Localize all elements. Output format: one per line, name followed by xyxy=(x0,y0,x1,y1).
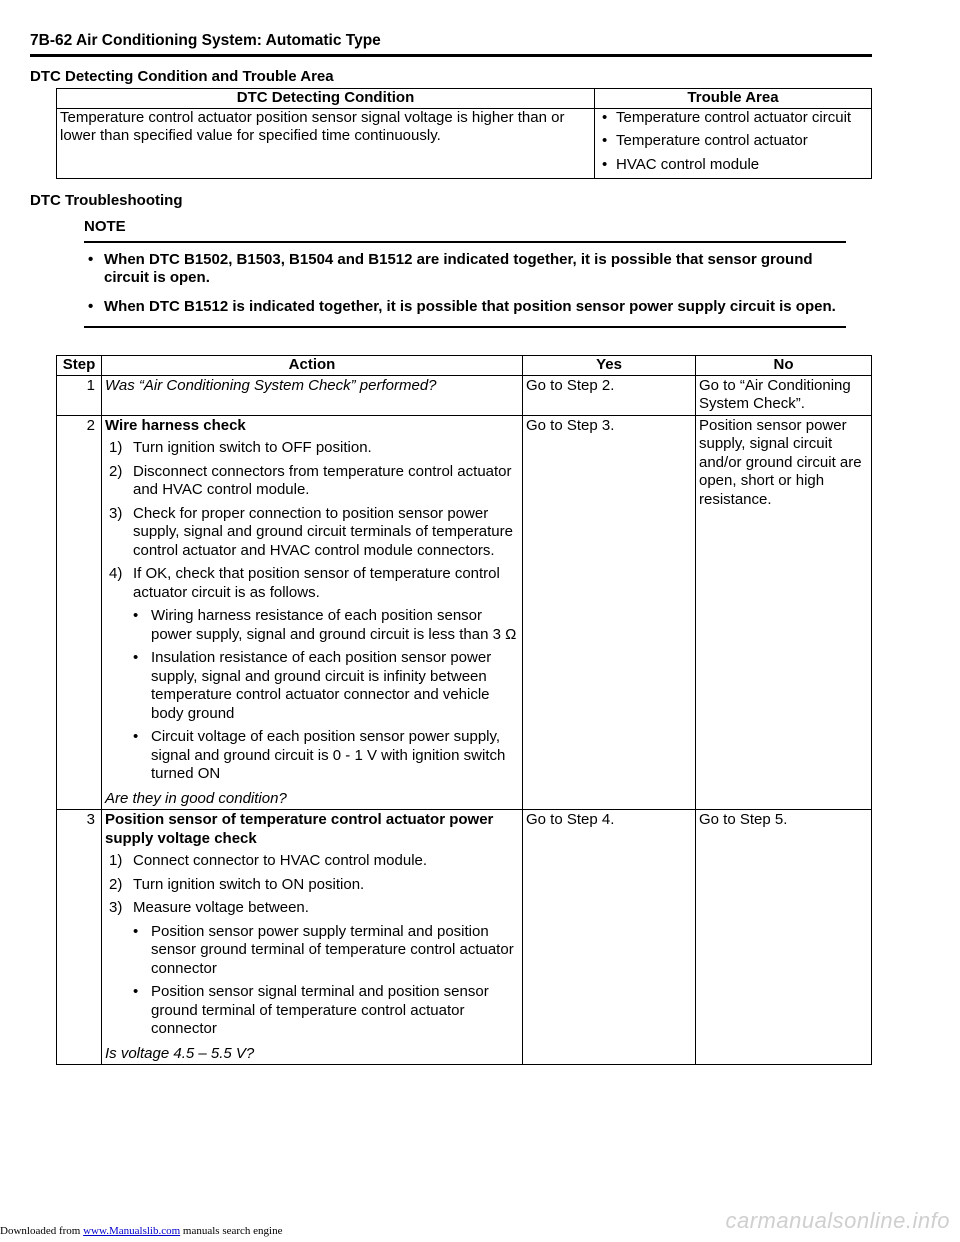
list-text: Turn ignition switch to ON position. xyxy=(133,875,365,893)
col-header-condition: DTC Detecting Condition xyxy=(57,89,595,109)
list-number: 3) xyxy=(109,504,123,522)
step-question: Is voltage 4.5 – 5.5 V? xyxy=(105,1044,255,1062)
list-item xyxy=(105,876,519,895)
sub-list-item: • Insulation resistance of each position sensor power supply, signal and ground circuit is infinity between temperature control actuator connector and vehicle body ground xyxy=(105,649,519,723)
list-item xyxy=(105,463,519,500)
note-item: • When DTC B1502, B1503, B1504 and B1512 are indicated together, it is possible that sensor ground circuit is open. xyxy=(84,251,846,288)
sub-list-item: • Position sensor power supply terminal and position sensor ground terminal of temperature control actuator connector xyxy=(105,923,519,979)
list-text: Check for proper connection to position sensor power supply, signal and ground circuit terminals of temperature control actuator and HVAC control module connectors. xyxy=(133,504,513,559)
step-question: Are they in good condition? xyxy=(105,789,287,807)
list-item xyxy=(105,505,519,561)
troubleshooting-table xyxy=(56,355,872,1065)
trouble-item: • Temperature control actuator circuit xyxy=(598,109,868,128)
step-action xyxy=(102,415,523,810)
step-yes: Go to Step 4. xyxy=(523,810,696,1065)
step-title: Position sensor of temperature control actuator power supply voltage check xyxy=(105,811,494,847)
note-item: • When DTC B1512 is indicated together, it is possible that position sensor power supply circuit is open. xyxy=(84,298,846,317)
page-header: 7B-62 Air Conditioning System: Automatic Type xyxy=(30,32,872,57)
list-text: Turn ignition switch to OFF position. xyxy=(133,439,372,456)
list-item xyxy=(105,565,519,602)
col-header-yes: Yes xyxy=(523,356,696,376)
trouble-area-cell xyxy=(595,108,872,179)
watermark: carmanualsonline.info xyxy=(725,1208,950,1233)
list-number: 2) xyxy=(109,462,123,480)
step-number: 2 xyxy=(57,415,102,810)
sub-list-item: • Circuit voltage of each position sensor power supply, signal and ground circuit is 0 - 1 V with ignition switch turned ON xyxy=(105,728,519,784)
list-number: 1) xyxy=(109,439,123,456)
sub-list-item: • Position sensor signal terminal and position sensor ground terminal of temperature control actuator connector xyxy=(105,983,519,1039)
list-item xyxy=(105,899,519,918)
note-box xyxy=(84,218,846,328)
step-number: 3 xyxy=(57,810,102,1065)
list-item xyxy=(105,439,519,458)
section-title-dtc-condition: DTC Detecting Condition and Trouble Area xyxy=(30,68,334,85)
footer-suffix: manuals search engine xyxy=(180,1225,283,1237)
condition-cell: Temperature control actuator position sensor signal voltage is higher than or lower than specified value for specified time continuously. xyxy=(57,108,595,179)
note-divider xyxy=(84,326,846,328)
step-no: Go to Step 5. xyxy=(696,810,872,1065)
col-header-trouble-area: Trouble Area xyxy=(595,89,872,109)
col-header-action: Action xyxy=(102,356,523,376)
sub-list-item: • Wiring harness resistance of each position sensor power supply, signal and ground circuit is less than 3 Ω xyxy=(105,607,519,644)
note-title: NOTE xyxy=(84,218,846,243)
trouble-item: • HVAC control module xyxy=(598,156,868,175)
step-yes: Go to Step 2. xyxy=(523,375,696,415)
list-number: 4) xyxy=(109,565,123,582)
col-header-step: Step xyxy=(57,356,102,376)
step-number: 1 xyxy=(57,375,102,415)
dtc-condition-table xyxy=(56,88,872,179)
step-yes: Go to Step 3. xyxy=(523,415,696,810)
col-header-no: No xyxy=(696,356,872,376)
list-text: Connect connector to HVAC control module. xyxy=(133,852,428,869)
step-action: Was “Air Conditioning System Check” performed? xyxy=(102,375,523,415)
trouble-item: • Temperature control actuator xyxy=(598,132,868,151)
manualslib-link[interactable]: www.Manualslib.com xyxy=(83,1225,181,1237)
table-row-step-2 xyxy=(57,415,872,810)
footer-prefix: Downloaded from xyxy=(0,1225,84,1237)
step-action xyxy=(102,810,523,1065)
list-text: Measure voltage between. xyxy=(133,899,309,916)
section-title-troubleshooting: DTC Troubleshooting xyxy=(30,192,183,209)
table-row-step-1 xyxy=(57,375,872,415)
list-number: 3) xyxy=(109,899,123,916)
list-text: If OK, check that position sensor of temperature control actuator circuit is as follows. xyxy=(133,565,500,601)
list-item xyxy=(105,852,519,871)
download-footer xyxy=(0,1222,282,1241)
step-no: Position sensor power supply, signal circuit and/or ground circuit are open, short or high resistance. xyxy=(696,415,872,810)
step-no: Go to “Air Conditioning System Check”. xyxy=(696,375,872,415)
list-number: 1) xyxy=(109,852,123,869)
list-text: Disconnect connectors from temperature control actuator and HVAC control module. xyxy=(133,462,512,498)
table-row-step-3 xyxy=(57,810,872,1065)
list-number: 2) xyxy=(109,875,123,893)
step-title: Wire harness check xyxy=(105,416,246,434)
